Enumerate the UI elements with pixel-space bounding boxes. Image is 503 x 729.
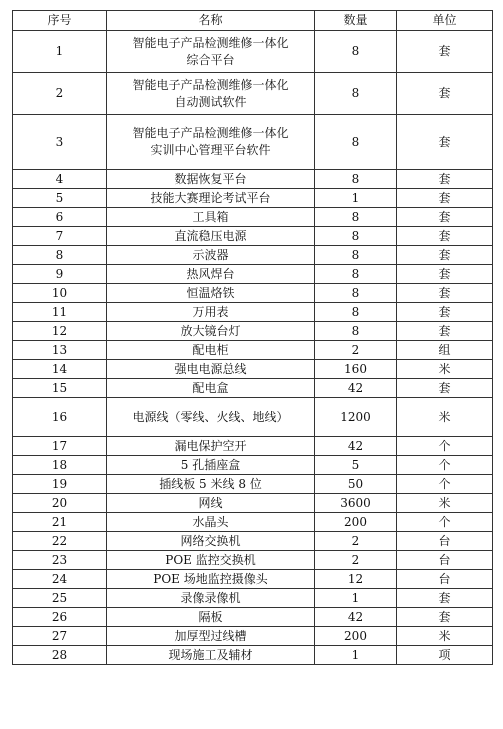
cell-qty: 3600 (315, 494, 397, 513)
table-row (13, 513, 493, 532)
cell-qty: 200 (315, 513, 397, 532)
cell-no: 2 (13, 73, 107, 115)
cell-name: 漏电保护空开 (107, 437, 315, 456)
cell-no: 19 (13, 475, 107, 494)
cell-no: 9 (13, 265, 107, 284)
cell-qty: 8 (315, 227, 397, 246)
cell-no: 1 (13, 31, 107, 73)
cell-unit: 个 (397, 475, 493, 494)
cell-qty: 8 (315, 115, 397, 170)
table-row (13, 627, 493, 646)
table-row (13, 31, 493, 73)
table-row (13, 379, 493, 398)
table-row (13, 494, 493, 513)
cell-name: 配电柜 (107, 341, 315, 360)
cell-unit: 套 (397, 115, 493, 170)
cell-unit: 套 (397, 379, 493, 398)
cell-name: 5 孔插座盒 (107, 456, 315, 475)
cell-unit: 套 (397, 322, 493, 341)
cell-qty: 42 (315, 379, 397, 398)
cell-name: 电源线（零线、火线、地线） (107, 398, 315, 437)
cell-qty: 1200 (315, 398, 397, 437)
cell-name: POE 监控交换机 (107, 551, 315, 570)
cell-no: 18 (13, 456, 107, 475)
cell-qty: 50 (315, 475, 397, 494)
cell-unit: 个 (397, 513, 493, 532)
table-row (13, 608, 493, 627)
cell-no: 20 (13, 494, 107, 513)
cell-no: 10 (13, 284, 107, 303)
cell-name: 加厚型过线槽 (107, 627, 315, 646)
cell-unit: 台 (397, 570, 493, 589)
cell-qty: 8 (315, 322, 397, 341)
cell-no: 16 (13, 398, 107, 437)
cell-unit: 米 (397, 360, 493, 379)
cell-name: 网线 (107, 494, 315, 513)
cell-name: 智能电子产品检测维修一体化 实训中心管理平台软件 (107, 115, 315, 170)
cell-unit: 套 (397, 284, 493, 303)
cell-no: 11 (13, 303, 107, 322)
header-unit: 单位 (397, 11, 493, 31)
cell-name: 强电电源总线 (107, 360, 315, 379)
cell-no: 27 (13, 627, 107, 646)
cell-name: 配电盒 (107, 379, 315, 398)
cell-qty: 160 (315, 360, 397, 379)
cell-qty: 200 (315, 627, 397, 646)
table-header-row (13, 11, 493, 31)
cell-qty: 8 (315, 265, 397, 284)
cell-no: 14 (13, 360, 107, 379)
cell-unit: 项 (397, 646, 493, 665)
cell-name: 隔板 (107, 608, 315, 627)
cell-name: 万用表 (107, 303, 315, 322)
equipment-table (12, 10, 493, 665)
table-row (13, 532, 493, 551)
cell-name: 技能大赛理论考试平台 (107, 189, 315, 208)
cell-qty: 8 (315, 208, 397, 227)
table-row (13, 589, 493, 608)
header-qty: 数量 (315, 11, 397, 31)
table-row (13, 115, 493, 170)
cell-qty: 8 (315, 284, 397, 303)
cell-name: 水晶头 (107, 513, 315, 532)
cell-unit: 套 (397, 170, 493, 189)
cell-name: 放大镜台灯 (107, 322, 315, 341)
cell-qty: 2 (315, 532, 397, 551)
table-row (13, 246, 493, 265)
cell-unit: 米 (397, 627, 493, 646)
cell-name: 工具箱 (107, 208, 315, 227)
cell-no: 15 (13, 379, 107, 398)
cell-no: 12 (13, 322, 107, 341)
cell-name: 热风焊台 (107, 265, 315, 284)
cell-unit: 组 (397, 341, 493, 360)
table-row (13, 189, 493, 208)
cell-no: 28 (13, 646, 107, 665)
cell-no: 8 (13, 246, 107, 265)
table-row (13, 284, 493, 303)
cell-qty: 1 (315, 189, 397, 208)
table-row (13, 360, 493, 379)
cell-unit: 个 (397, 437, 493, 456)
table-row (13, 73, 493, 115)
cell-unit: 米 (397, 398, 493, 437)
table-body (13, 31, 493, 665)
cell-name: POE 场地监控摄像头 (107, 570, 315, 589)
cell-qty: 8 (315, 31, 397, 73)
cell-unit: 套 (397, 208, 493, 227)
table-row (13, 570, 493, 589)
cell-name: 示波器 (107, 246, 315, 265)
cell-name: 智能电子产品检测维修一体化 自动测试软件 (107, 73, 315, 115)
cell-no: 13 (13, 341, 107, 360)
cell-unit: 台 (397, 532, 493, 551)
cell-qty: 2 (315, 551, 397, 570)
cell-unit: 套 (397, 589, 493, 608)
cell-no: 6 (13, 208, 107, 227)
cell-unit: 套 (397, 246, 493, 265)
header-name: 名称 (107, 11, 315, 31)
cell-no: 5 (13, 189, 107, 208)
cell-unit: 套 (397, 189, 493, 208)
table-row (13, 341, 493, 360)
cell-qty: 12 (315, 570, 397, 589)
table-row (13, 265, 493, 284)
cell-no: 23 (13, 551, 107, 570)
cell-unit: 台 (397, 551, 493, 570)
table-row (13, 646, 493, 665)
cell-name: 直流稳压电源 (107, 227, 315, 246)
cell-unit: 个 (397, 456, 493, 475)
cell-name: 智能电子产品检测维修一体化 综合平台 (107, 31, 315, 73)
cell-qty: 8 (315, 246, 397, 265)
cell-no: 22 (13, 532, 107, 551)
table-row (13, 398, 493, 437)
header-no: 序号 (13, 11, 107, 31)
table-row (13, 322, 493, 341)
cell-qty: 8 (315, 73, 397, 115)
table-row (13, 303, 493, 322)
cell-qty: 1 (315, 589, 397, 608)
cell-unit: 米 (397, 494, 493, 513)
cell-qty: 8 (315, 170, 397, 189)
cell-unit: 套 (397, 265, 493, 284)
cell-no: 24 (13, 570, 107, 589)
table-row (13, 551, 493, 570)
cell-no: 17 (13, 437, 107, 456)
cell-qty: 1 (315, 646, 397, 665)
cell-no: 26 (13, 608, 107, 627)
cell-name: 录像录像机 (107, 589, 315, 608)
cell-unit: 套 (397, 303, 493, 322)
cell-name: 插线板 5 米线 8 位 (107, 475, 315, 494)
cell-no: 3 (13, 115, 107, 170)
cell-unit: 套 (397, 608, 493, 627)
cell-name: 恒温烙铁 (107, 284, 315, 303)
cell-unit: 套 (397, 31, 493, 73)
cell-qty: 42 (315, 608, 397, 627)
table-row (13, 475, 493, 494)
cell-name: 数据恢复平台 (107, 170, 315, 189)
cell-qty: 2 (315, 341, 397, 360)
table-row (13, 227, 493, 246)
table-row (13, 456, 493, 475)
cell-no: 4 (13, 170, 107, 189)
cell-no: 7 (13, 227, 107, 246)
cell-name: 现场施工及辅材 (107, 646, 315, 665)
cell-qty: 5 (315, 456, 397, 475)
table-row (13, 437, 493, 456)
cell-name: 网络交换机 (107, 532, 315, 551)
cell-unit: 套 (397, 73, 493, 115)
cell-unit: 套 (397, 227, 493, 246)
cell-qty: 42 (315, 437, 397, 456)
cell-no: 21 (13, 513, 107, 532)
cell-no: 25 (13, 589, 107, 608)
table-row (13, 170, 493, 189)
table-row (13, 208, 493, 227)
cell-qty: 8 (315, 303, 397, 322)
